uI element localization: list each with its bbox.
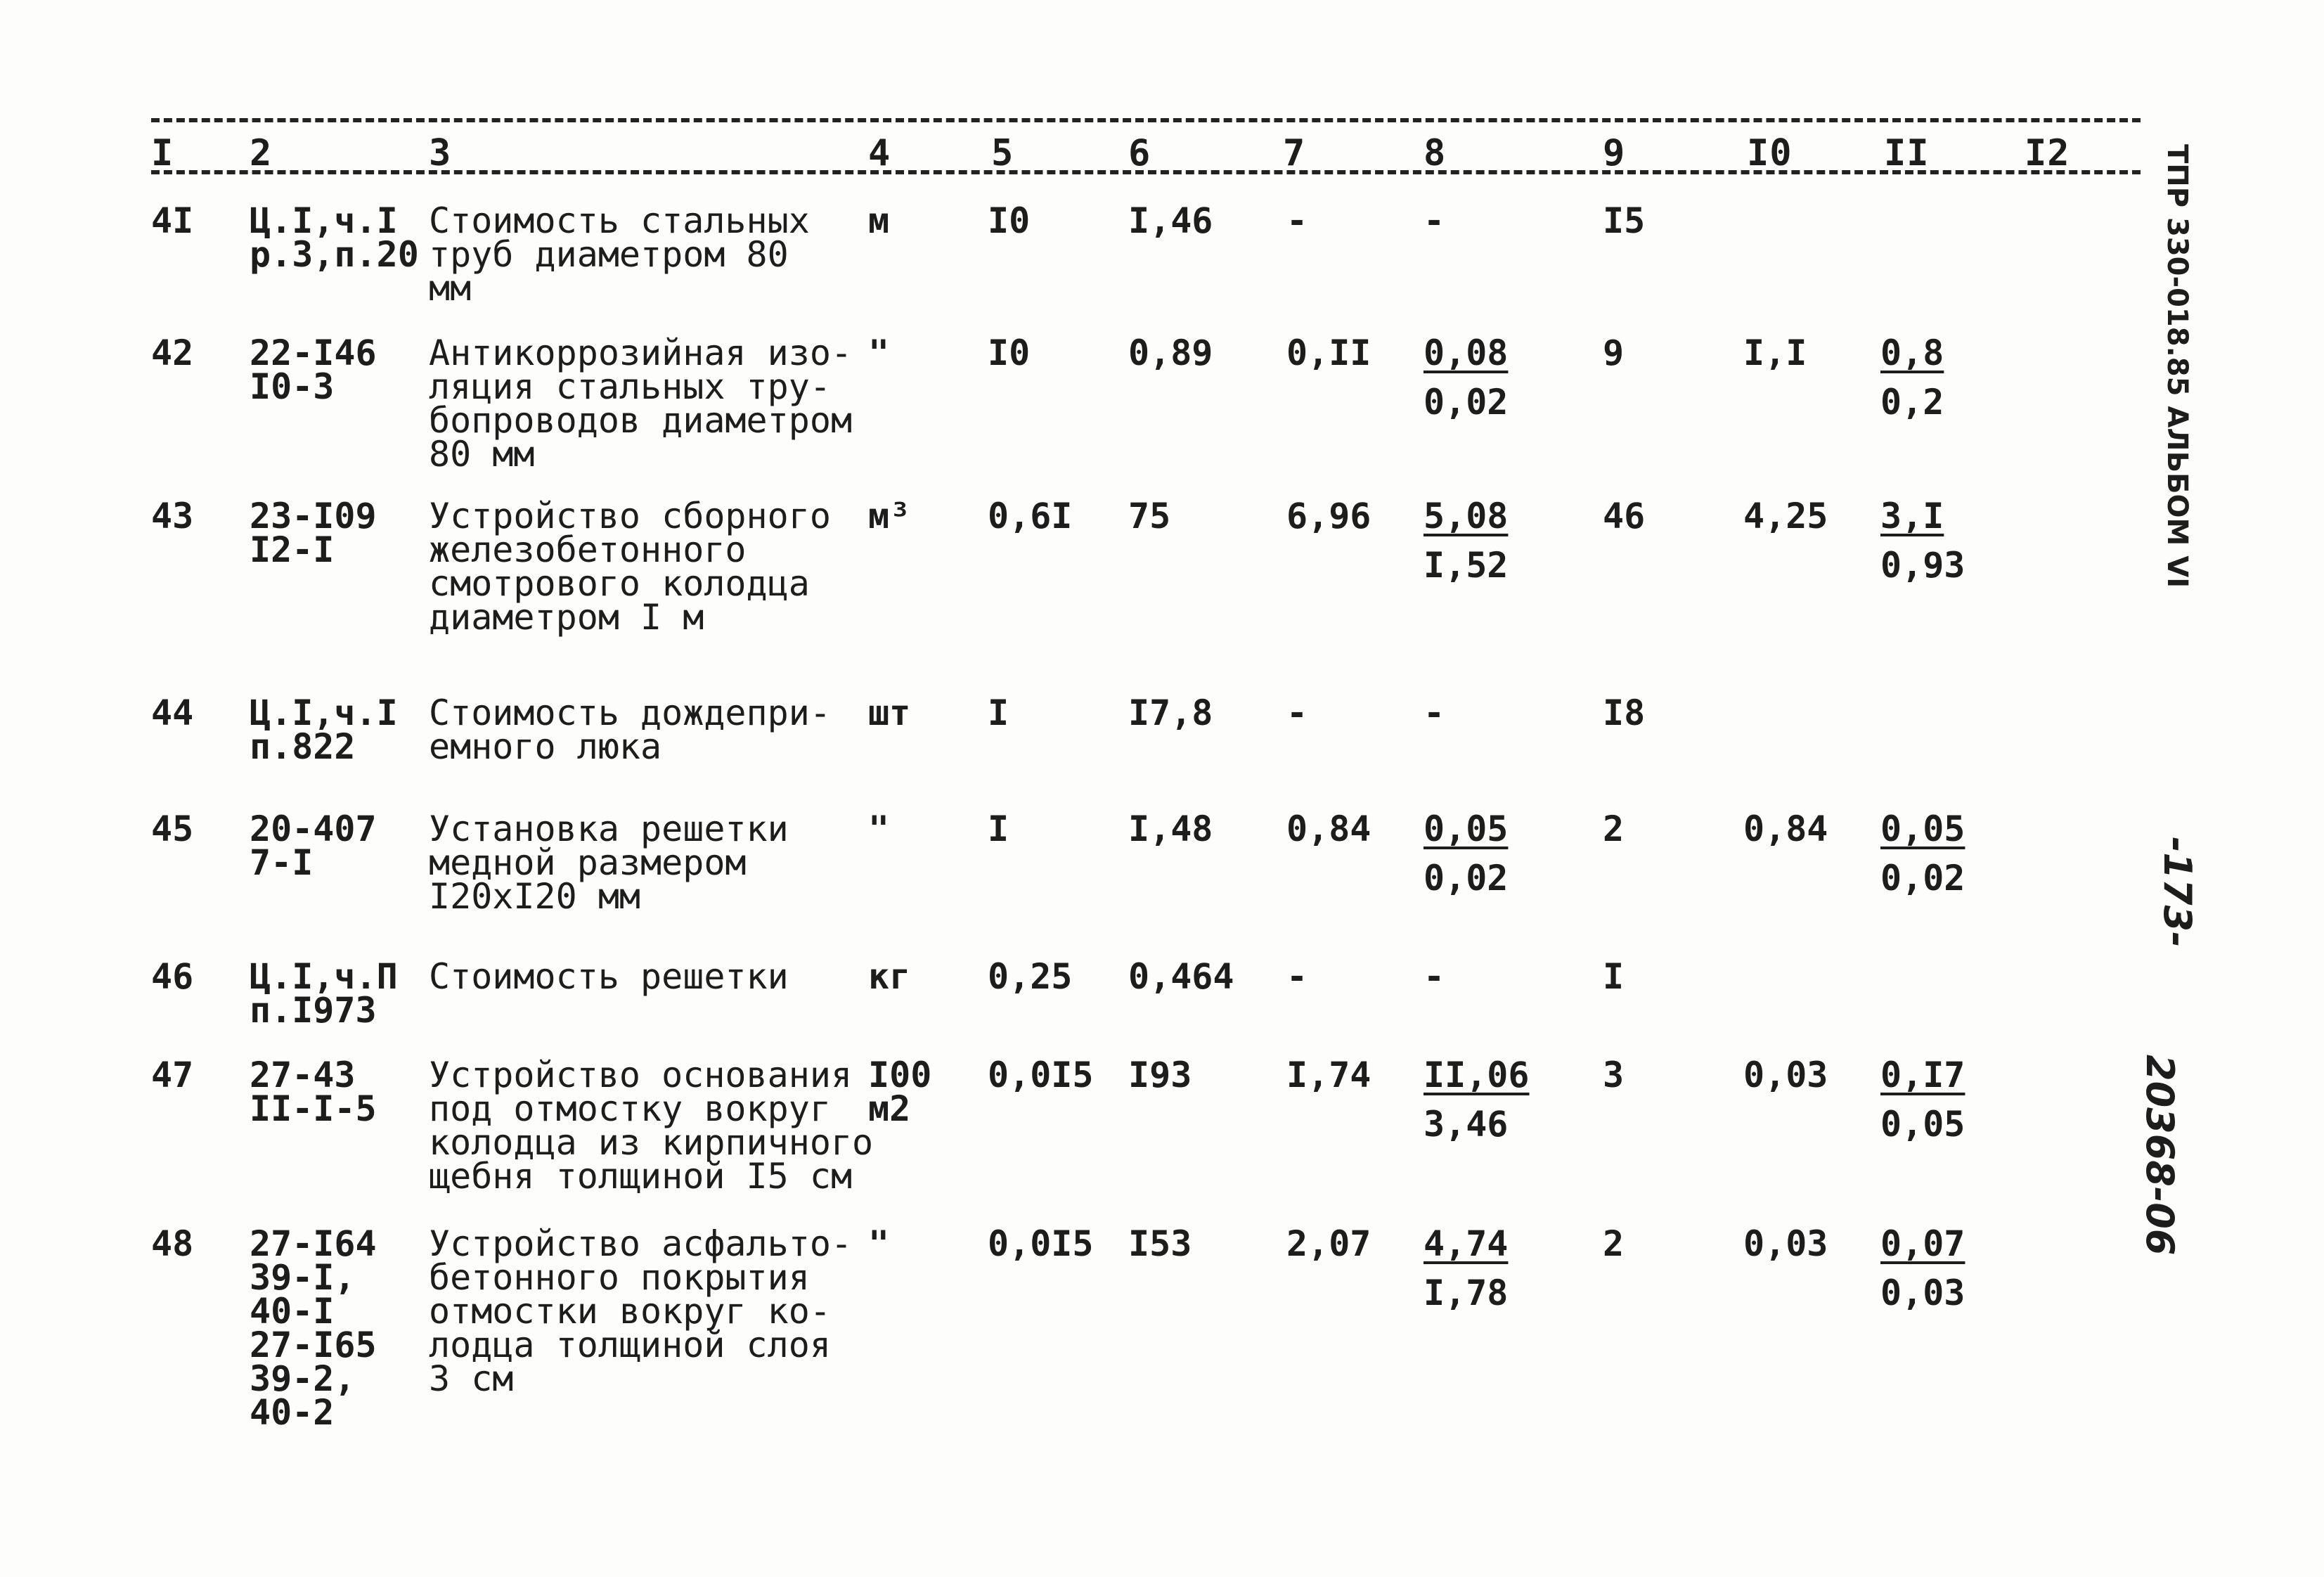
unit-cost-cell: 75 — [1128, 496, 1171, 536]
quantity-cell: 0,0I5 — [988, 1223, 1094, 1264]
unit-wage-cell: - — [1286, 200, 1308, 241]
row-number-cell: 42 — [151, 333, 194, 373]
column-header-6: 6 — [1128, 132, 1151, 174]
unit-machine-cost-denominator: I,52 — [1424, 545, 1509, 586]
unit-machine-cost-denominator: 0,02 — [1424, 858, 1509, 899]
unit-of-measure-cell: I00 м2 — [868, 1055, 932, 1129]
unit-wage-cell: - — [1286, 956, 1308, 997]
unit-wage-cell: - — [1286, 693, 1308, 733]
total-machine-cost-cell — [1880, 1055, 1965, 1145]
total-machine-cost-numerator: 0,05 — [1880, 809, 1965, 849]
row-number-cell: 43 — [151, 496, 194, 536]
norm-code-cell: Ц.I,ч.I р.3,п.20 — [250, 200, 419, 275]
total-cost-cell: 9 — [1603, 333, 1625, 373]
document-number-label: 20368-06 — [2138, 1055, 2182, 1256]
quantity-cell: I0 — [988, 200, 1031, 241]
work-description-cell: Стоимость решетки — [429, 956, 789, 997]
total-cost-cell: 2 — [1603, 809, 1625, 849]
work-description-cell: Стоимость стальных труб диаметром 80 мм — [429, 200, 810, 309]
quantity-cell: I — [988, 809, 1009, 849]
unit-of-measure-cell: " — [868, 809, 890, 849]
total-wage-cell: 0,03 — [1743, 1223, 1828, 1264]
total-machine-cost-cell — [1880, 496, 1965, 586]
unit-machine-cost-numerator: 4,74 — [1424, 1223, 1509, 1264]
unit-of-measure-cell: кг — [868, 956, 911, 997]
column-header-12: I2 — [2025, 132, 2070, 174]
unit-machine-cost-cell — [1424, 1055, 1530, 1145]
column-header-9: 9 — [1603, 132, 1626, 174]
column-header-11: II — [1884, 132, 1930, 174]
work-description-cell: Устройство сборного железобетонного смотрового колодца диаметром I м — [429, 496, 831, 638]
total-machine-cost-cell — [1880, 809, 1965, 899]
unit-cost-cell: I,48 — [1128, 809, 1213, 849]
row-number-cell: 47 — [151, 1055, 194, 1095]
unit-machine-cost-cell — [1424, 693, 1445, 745]
unit-cost-cell: 0,464 — [1128, 956, 1234, 997]
row-number-cell: 45 — [151, 809, 194, 849]
work-description-cell: Устройство асфальто- бетонного покрытия отмостки вокруг ко- лодца толщиной слоя 3 см — [429, 1223, 853, 1399]
unit-cost-cell: I,46 — [1128, 200, 1213, 241]
unit-wage-cell: 6,96 — [1286, 496, 1371, 536]
norm-code-cell: Ц.I,ч.I п.822 — [250, 693, 398, 767]
norm-code-cell: 23-I09 I2-I — [250, 496, 377, 570]
unit-of-measure-cell: шт — [868, 693, 911, 733]
total-machine-cost-denominator: 0,05 — [1880, 1104, 1965, 1145]
total-cost-cell: 46 — [1603, 496, 1646, 536]
unit-machine-cost-cell — [1424, 200, 1445, 253]
total-wage-cell: 0,84 — [1743, 809, 1828, 849]
unit-wage-cell: 0,II — [1286, 333, 1371, 373]
unit-wage-cell: I,74 — [1286, 1055, 1371, 1095]
header-top-rule — [151, 118, 2141, 122]
unit-cost-cell: I93 — [1128, 1055, 1192, 1095]
work-description-cell: Установка решетки медной размером I20xI20 мм — [429, 809, 789, 917]
unit-of-measure-cell: м³ — [868, 496, 911, 536]
work-description-cell: Антикоррозийная изо- ляция стальных тру- бопроводов диаметром 80 мм — [429, 333, 853, 475]
total-machine-cost-numerator: 0,07 — [1880, 1223, 1965, 1264]
total-machine-cost-denominator: 0,02 — [1880, 858, 1965, 899]
total-machine-cost-denominator: 0,03 — [1880, 1273, 1965, 1313]
unit-of-measure-cell: м — [868, 200, 890, 241]
unit-cost-cell: I7,8 — [1128, 693, 1213, 733]
unit-machine-cost-cell — [1424, 956, 1445, 1009]
unit-cost-cell: I53 — [1128, 1223, 1192, 1264]
quantity-cell: I — [988, 693, 1009, 733]
total-machine-cost-denominator: 0,93 — [1880, 545, 1965, 586]
norm-code-cell: 27-43 II-I-5 — [250, 1055, 377, 1129]
unit-machine-cost-numerator: - — [1424, 693, 1445, 733]
total-machine-cost-cell — [1880, 1223, 1965, 1313]
row-number-cell: 44 — [151, 693, 194, 733]
total-cost-cell: I8 — [1603, 693, 1646, 733]
row-number-cell: 48 — [151, 1223, 194, 1264]
unit-machine-cost-denominator: 3,46 — [1424, 1104, 1509, 1145]
unit-machine-cost-numerator: - — [1424, 200, 1445, 241]
unit-of-measure-cell: " — [868, 333, 890, 373]
quantity-cell: 0,6I — [988, 496, 1073, 536]
total-machine-cost-numerator: 0,8 — [1880, 333, 1944, 373]
unit-cost-cell: 0,89 — [1128, 333, 1213, 373]
column-header-7: 7 — [1283, 132, 1306, 174]
column-header-4: 4 — [868, 132, 891, 174]
total-cost-cell: 2 — [1603, 1223, 1625, 1264]
unit-wage-cell: 2,07 — [1286, 1223, 1371, 1264]
norm-code-cell: 20-407 7-I — [250, 809, 377, 883]
quantity-cell: I0 — [988, 333, 1031, 373]
total-cost-cell: 3 — [1603, 1055, 1625, 1095]
column-header-8: 8 — [1424, 132, 1447, 174]
unit-machine-cost-numerator: 0,08 — [1424, 333, 1509, 373]
total-machine-cost-numerator: 3,I — [1880, 496, 1944, 536]
total-cost-cell: I5 — [1603, 200, 1646, 241]
album-side-label: ТПР 330-018.85 АЛЬБОМ VI — [2161, 144, 2193, 588]
column-header-2: 2 — [250, 132, 273, 174]
total-cost-cell: I — [1603, 956, 1625, 997]
norm-code-cell: 27-I64 39-I, 40-I 27-I65 39-2, 40-2 — [250, 1223, 377, 1433]
unit-machine-cost-numerator: 0,05 — [1424, 809, 1509, 849]
unit-machine-cost-numerator: 5,08 — [1424, 496, 1509, 536]
total-machine-cost-cell — [1880, 333, 1944, 423]
work-description-cell: Устройство основания под отмостку вокруг колодца из кирпичного щебня толщиной I5 см — [429, 1055, 874, 1197]
total-wage-cell: I,I — [1743, 333, 1807, 373]
unit-machine-cost-denominator: I,78 — [1424, 1273, 1509, 1313]
row-number-cell: 4I — [151, 200, 194, 241]
column-header-10: I0 — [1747, 132, 1793, 174]
total-wage-cell: 4,25 — [1743, 496, 1828, 536]
column-header-3: 3 — [429, 132, 452, 174]
total-machine-cost-denominator: 0,2 — [1880, 382, 1944, 423]
column-header-5: 5 — [991, 132, 1014, 174]
norm-code-cell: 22-I46 I0-3 — [250, 333, 377, 407]
work-description-cell: Стоимость дождепри- емного люка — [429, 693, 831, 767]
unit-wage-cell: 0,84 — [1286, 809, 1371, 849]
unit-machine-cost-numerator: II,06 — [1424, 1055, 1530, 1095]
column-header-1: I — [151, 132, 174, 174]
page-number-label: -173- — [2155, 837, 2200, 948]
unit-of-measure-cell: " — [868, 1223, 890, 1264]
unit-machine-cost-denominator: 0,02 — [1424, 382, 1509, 423]
quantity-cell: 0,25 — [988, 956, 1073, 997]
unit-machine-cost-cell — [1424, 333, 1509, 423]
total-machine-cost-numerator: 0,I7 — [1880, 1055, 1965, 1095]
row-number-cell: 46 — [151, 956, 194, 997]
norm-code-cell: Ц.I,ч.П п.I973 — [250, 956, 398, 1031]
unit-machine-cost-cell — [1424, 496, 1509, 586]
quantity-cell: 0,0I5 — [988, 1055, 1094, 1095]
total-wage-cell: 0,03 — [1743, 1055, 1828, 1095]
unit-machine-cost-numerator: - — [1424, 956, 1445, 997]
unit-machine-cost-cell — [1424, 809, 1509, 899]
unit-machine-cost-cell — [1424, 1223, 1509, 1313]
